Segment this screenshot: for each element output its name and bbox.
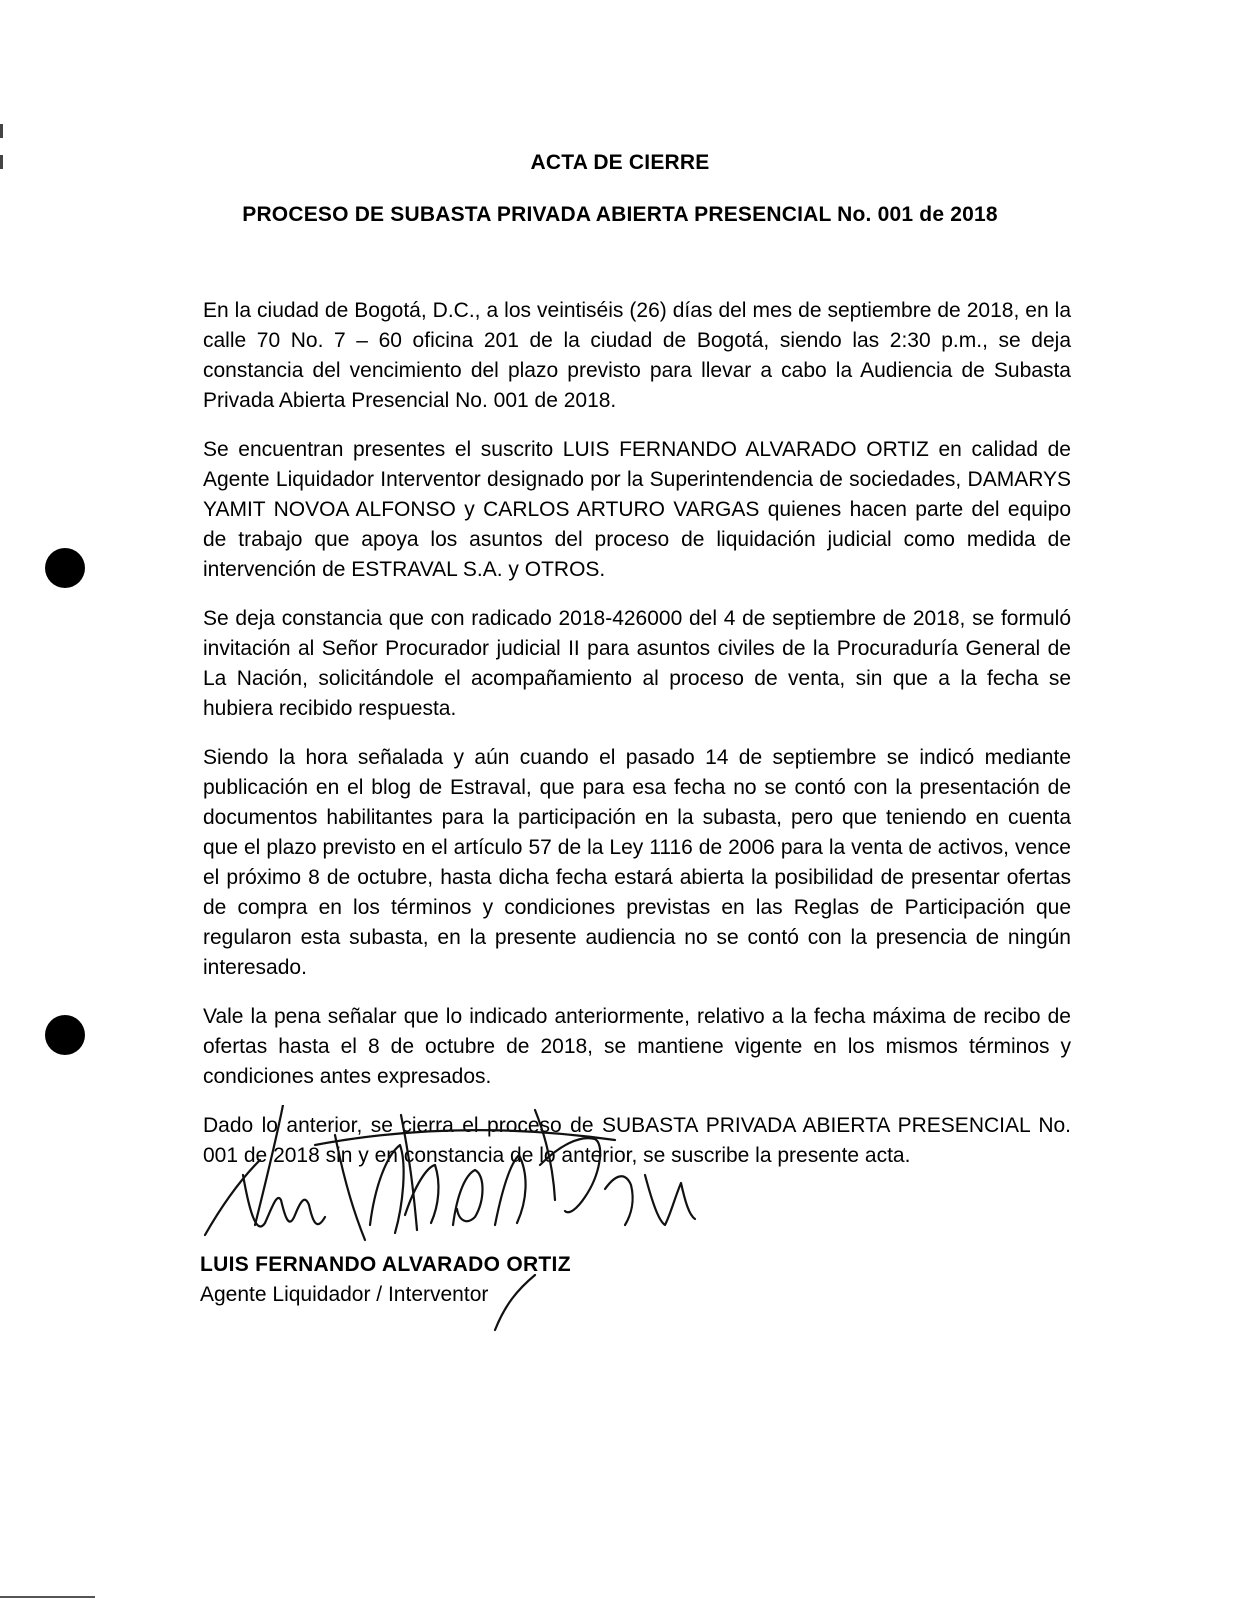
paragraph-closing: Dado lo anterior, se cierra el proceso de SUBASTA PRIVADA ABIERTA PRESENCIAL No. 001 de 2018 sin y en constancia de lo anterior, se suscribe la presente acta.	[203, 1114, 1071, 1167]
signatory-name: LUIS FERNANDO ALVARADO ORTIZ	[200, 1253, 571, 1276]
paragraph-opening: En la ciudad de Bogotá, D.C., a los veintiséis (26) días del mes de septiembre de 2018, en la calle 70 No. 7 – 60 oficina 201 de la ciudad de Bogotá, siendo las 2:30 p.m., se deja constancia del vencimiento del plazo previsto para llevar a cabo la Audiencia de Subasta Privada Abierta Presencial No. 001 de 2018.	[203, 299, 1071, 412]
paragraph-hearing: Siendo la hora señalada y aún cuando el pasado 14 de septiembre se indicó mediante publicación en el blog de Estraval, que para esa fecha no se contó con la presentación de documentos habilitantes para la participación en la subasta, pero que teniendo en cuenta que el plazo previsto en el artículo 57 de la Ley 1116 de 2006 para la venta de activos, vence el próximo 8 de octubre, hasta dicha fecha estará abierta la posibilidad de presentar ofertas de compra en los términos y condiciones previstas en las Reglas de Participación que regularon esta subasta, en la presente audiencia no se contó con la presencia de ningún interesado.	[203, 746, 1071, 979]
paragraph-invitation: Se deja constancia que con radicado 2018-426000 del 4 de septiembre de 2018, se formuló invitación al Señor Procurador judicial II para asuntos civiles de la Procuraduría General de La Nación, solicitándole el acompañamiento al proceso de venta, sin que a la fecha se hubiera recibido respuesta.	[203, 607, 1071, 720]
document-title: ACTA DE CIERRE	[530, 151, 710, 174]
paragraph-attendees: Se encuentran presentes el suscrito LUIS FERNANDO ALVARADO ORTIZ en calidad de Agente Liquidador Interventor designado por la Superintendencia de sociedades, DAMARYS YAMIT NOVOA ALFONSO y CARLOS ARTURO VARGAS quienes hacen parte del equipo de trabajo que apoya los asuntos del proceso de liquidación judicial como medida de intervención de ESTRAVAL S.A. y OTROS.	[203, 438, 1071, 581]
punch-hole	[45, 548, 85, 588]
signature-block	[200, 1250, 571, 1310]
paragraph-deadline: Vale la pena señalar que lo indicado anteriormente, relativo a la fecha máxima de recibo de ofertas hasta el 8 de octubre de 2018, se mantiene vigente en los mismos términos y condiciones antes expresados.	[203, 1005, 1071, 1088]
signatory-role: Agente Liquidador / Interventor	[200, 1283, 489, 1306]
document-body	[203, 296, 1071, 1190]
scan-mark	[0, 124, 3, 138]
punch-hole	[45, 1015, 85, 1055]
scan-edge-line	[0, 1596, 95, 1598]
document-subtitle: PROCESO DE SUBASTA PRIVADA ABIERTA PRESENCIAL No. 001 de 2018	[242, 203, 998, 226]
